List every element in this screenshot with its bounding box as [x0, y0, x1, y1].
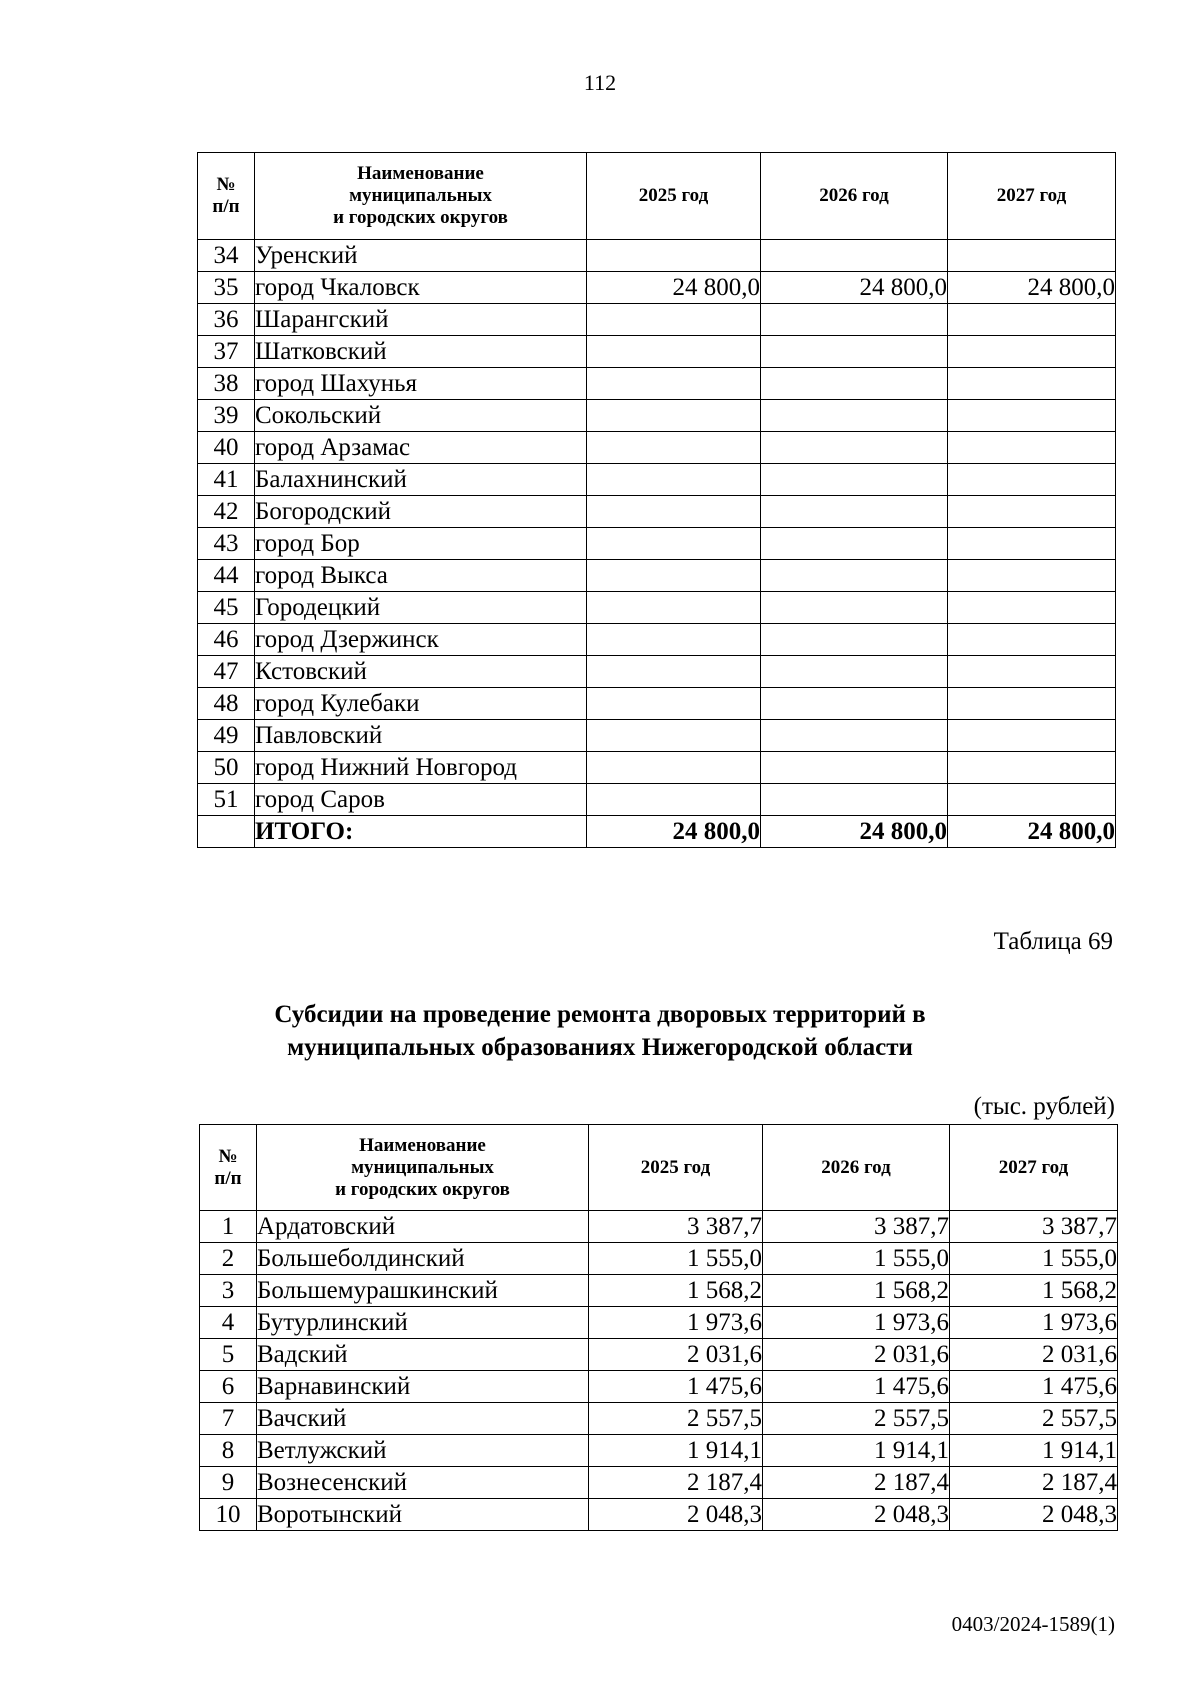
cell-number: 50	[198, 752, 255, 784]
cell-y2027: 24 800,0	[948, 816, 1116, 848]
header-name-line: Наименование	[357, 163, 484, 184]
header-number-line: №	[216, 174, 236, 195]
cell-name: город Кулебаки	[255, 688, 587, 720]
cell-y2027: 2 031,6	[950, 1339, 1118, 1371]
cell-number: 43	[198, 528, 255, 560]
cell-number: 9	[200, 1467, 257, 1499]
cell-y2025	[587, 496, 761, 528]
cell-number: 46	[198, 624, 255, 656]
cell-y2027	[948, 432, 1116, 464]
cell-y2025	[587, 752, 761, 784]
cell-y2026	[761, 240, 948, 272]
header-y2026: 2026 год	[763, 1125, 950, 1211]
cell-y2026	[761, 720, 948, 752]
cell-number: 34	[198, 240, 255, 272]
cell-y2026: 2 031,6	[763, 1339, 950, 1371]
units-note: (тыс. рублей)	[973, 1093, 1115, 1120]
table-row	[198, 592, 1116, 624]
cell-name: Богородский	[255, 496, 587, 528]
cell-name: Ардатовский	[257, 1211, 589, 1243]
cell-y2027	[948, 304, 1116, 336]
table-row	[198, 336, 1116, 368]
cell-y2025	[587, 464, 761, 496]
cell-y2025	[587, 784, 761, 816]
cell-number: 49	[198, 720, 255, 752]
header-name-line: муниципальных	[351, 1156, 494, 1178]
header-number-line: п/п	[214, 1167, 242, 1189]
cell-name: город Арзамас	[255, 432, 587, 464]
cell-name: Шарангский	[255, 304, 587, 336]
table-row	[198, 432, 1116, 464]
cell-y2027: 2 187,4	[950, 1467, 1118, 1499]
cell-name: город Саров	[255, 784, 587, 816]
cell-y2027	[948, 784, 1116, 816]
table-row	[200, 1371, 1118, 1403]
cell-y2025	[587, 400, 761, 432]
cell-y2026: 2 048,3	[763, 1499, 950, 1531]
header-number	[198, 153, 255, 240]
table-row	[198, 784, 1116, 816]
cell-name: Сокольский	[255, 400, 587, 432]
cell-y2025	[587, 688, 761, 720]
cell-y2026	[761, 560, 948, 592]
table-title-line-2: муниципальных образованиях Нижегородской области	[287, 1034, 913, 1061]
header-name-line: и городских округов	[335, 1178, 510, 1200]
table-row	[198, 368, 1116, 400]
cell-y2025	[587, 240, 761, 272]
cell-y2027	[948, 336, 1116, 368]
cell-name: Большемурашкинский	[257, 1275, 589, 1307]
cell-y2026: 2 187,4	[763, 1467, 950, 1499]
cell-name: город Шахунья	[255, 368, 587, 400]
cell-name: Воротынский	[257, 1499, 589, 1531]
cell-y2026: 24 800,0	[761, 272, 948, 304]
cell-y2025: 1 568,2	[589, 1275, 763, 1307]
cell-y2027: 1 973,6	[950, 1307, 1118, 1339]
cell-number: 7	[200, 1403, 257, 1435]
cell-number: 37	[198, 336, 255, 368]
cell-y2027	[948, 368, 1116, 400]
table-row	[198, 688, 1116, 720]
cell-number: 5	[200, 1339, 257, 1371]
header-name-line: Наименование	[359, 1134, 486, 1156]
cell-name: Вознесенский	[257, 1467, 589, 1499]
table-row	[200, 1243, 1118, 1275]
cell-name: Вадский	[257, 1339, 589, 1371]
table-row	[198, 464, 1116, 496]
cell-number: 45	[198, 592, 255, 624]
cell-number: 1	[200, 1211, 257, 1243]
cell-name: Ветлужский	[257, 1435, 589, 1467]
cell-y2027	[948, 560, 1116, 592]
header-y2025: 2025 год	[589, 1125, 763, 1211]
cell-y2027	[948, 624, 1116, 656]
cell-name: Балахнинский	[255, 464, 587, 496]
cell-number: 39	[198, 400, 255, 432]
cell-name: Вачский	[257, 1403, 589, 1435]
cell-number: 6	[200, 1371, 257, 1403]
header-y2027: 2027 год	[950, 1125, 1118, 1211]
cell-y2026	[761, 400, 948, 432]
table-row	[200, 1467, 1118, 1499]
cell-y2027	[948, 592, 1116, 624]
cell-y2027	[948, 528, 1116, 560]
cell-y2026	[761, 496, 948, 528]
cell-y2026	[761, 688, 948, 720]
cell-y2026: 1 973,6	[763, 1307, 950, 1339]
cell-y2026: 1 555,0	[763, 1243, 950, 1275]
table-row	[200, 1435, 1118, 1467]
table-row	[200, 1275, 1118, 1307]
cell-number: 10	[200, 1499, 257, 1531]
table-row	[200, 1499, 1118, 1531]
cell-y2027: 1 475,6	[950, 1371, 1118, 1403]
cell-name: город Чкаловск	[255, 272, 587, 304]
cell-y2027	[948, 688, 1116, 720]
cell-y2025: 2 031,6	[589, 1339, 763, 1371]
table-row	[198, 528, 1116, 560]
cell-y2026	[761, 624, 948, 656]
cell-name: Варнавинский	[257, 1371, 589, 1403]
cell-y2026	[761, 336, 948, 368]
cell-y2026: 1 914,1	[763, 1435, 950, 1467]
table-row	[198, 496, 1116, 528]
table-number: Таблица 69	[993, 928, 1113, 955]
cell-y2025	[587, 560, 761, 592]
cell-y2025: 1 973,6	[589, 1307, 763, 1339]
cell-y2026	[761, 304, 948, 336]
cell-y2025: 1 555,0	[589, 1243, 763, 1275]
cell-y2025: 1 914,1	[589, 1435, 763, 1467]
cell-y2025: 3 387,7	[589, 1211, 763, 1243]
cell-y2025: 2 048,3	[589, 1499, 763, 1531]
table-row	[200, 1307, 1118, 1339]
cell-y2025: 2 187,4	[589, 1467, 763, 1499]
cell-name: город Нижний Новгород	[255, 752, 587, 784]
table-title-line-1: Субсидии на проведение ремонта дворовых территорий в	[274, 1001, 926, 1028]
header-name	[255, 153, 587, 240]
cell-number: 8	[200, 1435, 257, 1467]
cell-number: 40	[198, 432, 255, 464]
cell-name: Уренский	[255, 240, 587, 272]
cell-number: 35	[198, 272, 255, 304]
table-row	[198, 624, 1116, 656]
cell-y2027	[948, 464, 1116, 496]
cell-y2027	[948, 496, 1116, 528]
cell-y2025	[587, 368, 761, 400]
cell-y2027: 3 387,7	[950, 1211, 1118, 1243]
cell-number: 41	[198, 464, 255, 496]
cell-name: Городецкий	[255, 592, 587, 624]
cell-y2025	[587, 304, 761, 336]
cell-y2027: 2 557,5	[950, 1403, 1118, 1435]
cell-y2025	[587, 592, 761, 624]
cell-y2027: 1 568,2	[950, 1275, 1118, 1307]
cell-y2027	[948, 240, 1116, 272]
header-number	[200, 1125, 257, 1211]
table-row	[198, 400, 1116, 432]
cell-y2027	[948, 752, 1116, 784]
cell-y2025	[587, 432, 761, 464]
cell-name: Большеболдинский	[257, 1243, 589, 1275]
header-y2025: 2025 год	[587, 153, 761, 240]
table-row	[198, 752, 1116, 784]
cell-number: 36	[198, 304, 255, 336]
cell-y2027	[948, 720, 1116, 752]
cell-name: Бутурлинский	[257, 1307, 589, 1339]
cell-y2025: 1 475,6	[589, 1371, 763, 1403]
cell-name: город Дзержинск	[255, 624, 587, 656]
cell-y2026	[761, 784, 948, 816]
cell-y2026: 1 568,2	[763, 1275, 950, 1307]
cell-y2026	[761, 432, 948, 464]
cell-y2026	[761, 656, 948, 688]
table-row	[198, 240, 1116, 272]
cell-name: Шатковский	[255, 336, 587, 368]
table-subsidies	[199, 1124, 1118, 1531]
header-number-line: №	[218, 1145, 238, 1167]
total-row	[198, 816, 1116, 848]
cell-y2026: 1 475,6	[763, 1371, 950, 1403]
table-row	[198, 304, 1116, 336]
cell-y2027: 2 048,3	[950, 1499, 1118, 1531]
header-row	[198, 153, 1116, 240]
cell-number: 47	[198, 656, 255, 688]
cell-number: 38	[198, 368, 255, 400]
header-number-line: п/п	[212, 196, 240, 217]
cell-y2026	[761, 528, 948, 560]
cell-name: город Выкса	[255, 560, 587, 592]
table-row	[200, 1403, 1118, 1435]
cell-y2027: 24 800,0	[948, 272, 1116, 304]
cell-number: 42	[198, 496, 255, 528]
cell-y2026	[761, 592, 948, 624]
cell-y2025	[587, 528, 761, 560]
cell-y2026: 3 387,7	[763, 1211, 950, 1243]
cell-name: город Бор	[255, 528, 587, 560]
header-row	[200, 1125, 1118, 1211]
cell-name: ИТОГО:	[255, 816, 587, 848]
cell-y2026	[761, 752, 948, 784]
cell-name: Павловский	[255, 720, 587, 752]
cell-number: 51	[198, 784, 255, 816]
cell-y2025	[587, 624, 761, 656]
cell-number: 4	[200, 1307, 257, 1339]
table-row	[198, 720, 1116, 752]
table-continued	[197, 152, 1116, 848]
cell-y2026: 2 557,5	[763, 1403, 950, 1435]
table-row	[200, 1211, 1118, 1243]
cell-y2026	[761, 464, 948, 496]
cell-y2025	[587, 656, 761, 688]
page-number: 112	[583, 70, 617, 95]
cell-y2025: 24 800,0	[587, 816, 761, 848]
header-name	[257, 1125, 589, 1211]
table-row	[200, 1339, 1118, 1371]
cell-y2027: 1 914,1	[950, 1435, 1118, 1467]
table-row	[198, 656, 1116, 688]
table-row	[198, 272, 1116, 304]
cell-y2027	[948, 656, 1116, 688]
cell-number: 48	[198, 688, 255, 720]
cell-y2025: 2 557,5	[589, 1403, 763, 1435]
header-name-line: муниципальных	[349, 185, 492, 206]
cell-y2025	[587, 720, 761, 752]
table-row	[198, 560, 1116, 592]
cell-y2026	[761, 368, 948, 400]
cell-number: 44	[198, 560, 255, 592]
document-code: 0403/2024-1589(1)	[951, 1612, 1115, 1636]
header-y2026: 2026 год	[761, 153, 948, 240]
cell-name: Кстовский	[255, 656, 587, 688]
cell-y2025	[587, 336, 761, 368]
cell-number: 2	[200, 1243, 257, 1275]
table-title	[0, 998, 1200, 1064]
cell-number	[198, 816, 255, 848]
header-y2027: 2027 год	[948, 153, 1116, 240]
cell-y2025: 24 800,0	[587, 272, 761, 304]
cell-y2027	[948, 400, 1116, 432]
cell-y2026: 24 800,0	[761, 816, 948, 848]
cell-number: 3	[200, 1275, 257, 1307]
cell-y2027: 1 555,0	[950, 1243, 1118, 1275]
header-name-line: и городских округов	[333, 207, 508, 228]
